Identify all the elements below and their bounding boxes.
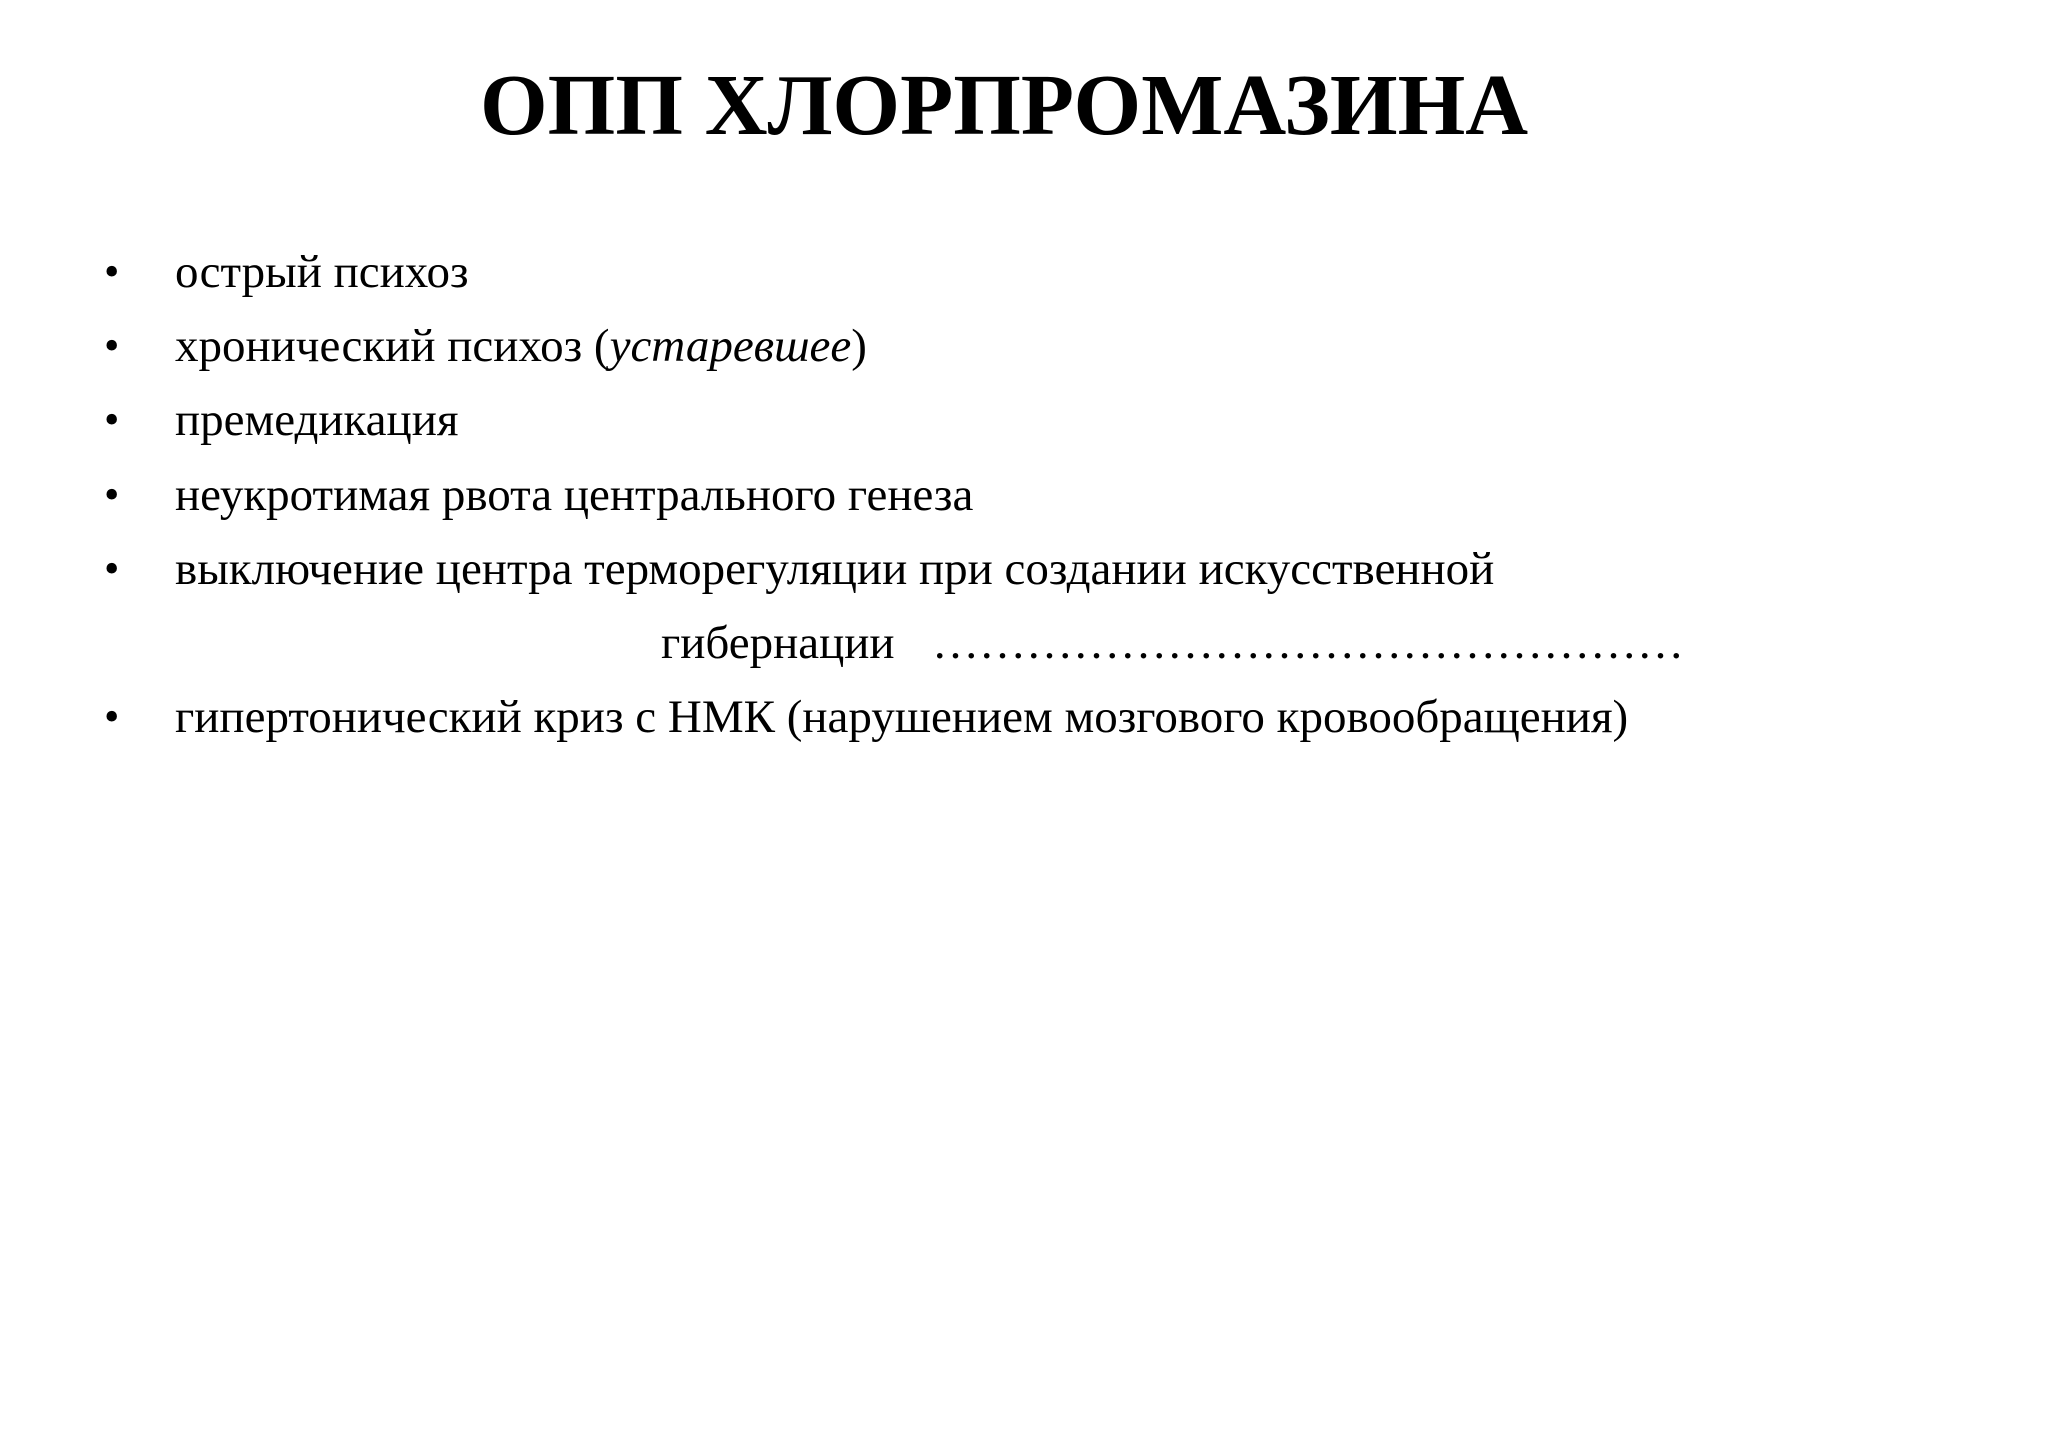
bullet-icon: • bbox=[104, 247, 120, 296]
bullet-icon: • bbox=[104, 321, 120, 370]
item-text: премедикация bbox=[175, 394, 459, 446]
dotted-leader: ………………………………………… bbox=[932, 617, 1684, 669]
item-text-continuation: гибернации bbox=[661, 617, 895, 669]
list-item bbox=[0, 314, 2050, 378]
item-text bbox=[175, 314, 867, 378]
list-item bbox=[0, 388, 2050, 452]
item-text-end: ) bbox=[851, 320, 867, 372]
item-text: выключение центра терморегуляции при создании искусственной bbox=[175, 543, 1495, 595]
bullet-icon: • bbox=[104, 395, 120, 444]
item-text: гипертонический криз с НМК (нарушением мозгового кровообращения) bbox=[175, 691, 1629, 743]
item-text: острый психоз bbox=[175, 246, 469, 298]
bullet-icon: • bbox=[104, 544, 120, 593]
item-text: неукротимая рвота центрального генеза bbox=[175, 469, 974, 521]
list-item bbox=[0, 537, 2050, 601]
list-item bbox=[0, 463, 2050, 527]
item-text-main: хронический психоз ( bbox=[175, 320, 610, 372]
list-item-continuation bbox=[0, 611, 2050, 675]
bullet-icon: • bbox=[104, 692, 120, 741]
bullet-icon: • bbox=[104, 470, 120, 519]
list-item bbox=[0, 685, 2050, 749]
slide-title: ОПП ХЛОРПРОМАЗИНА bbox=[480, 56, 1529, 153]
list-item bbox=[0, 240, 2050, 304]
item-text-italic: устаревшее bbox=[609, 320, 852, 372]
